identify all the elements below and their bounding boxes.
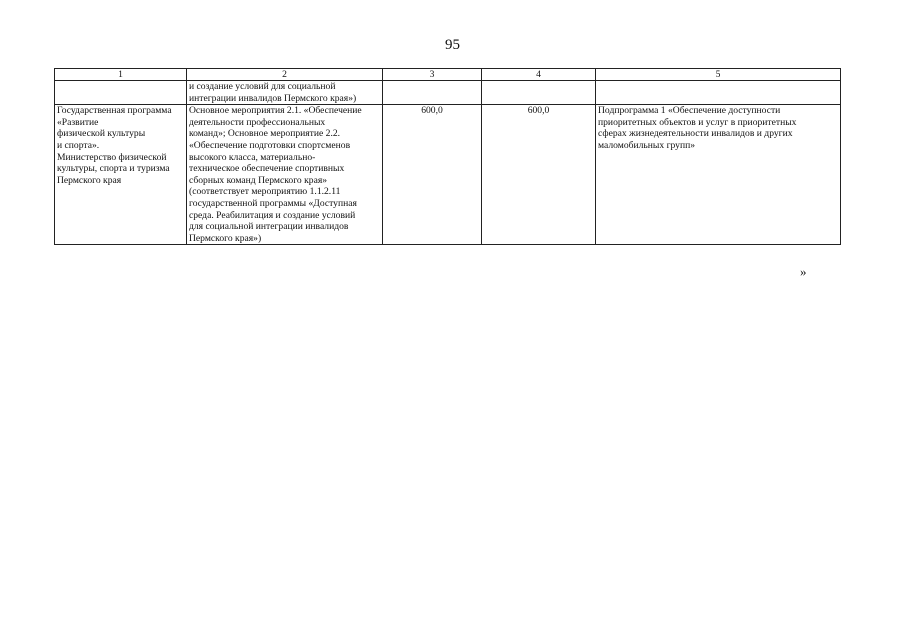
table-row [55, 81, 841, 105]
cell-amount-1: 600,0 [383, 105, 482, 245]
column-header-2: 2 [187, 69, 383, 81]
cell-subprogram [596, 81, 841, 105]
cell-amount-1 [383, 81, 482, 105]
closing-quote-mark: » [800, 264, 807, 279]
cell-amount-2 [482, 81, 596, 105]
page-number: 95 [445, 37, 460, 53]
cell-activity: и создание условий для социальной интеграции инвалидов Пермского края») [187, 81, 383, 105]
cell-program [55, 81, 187, 105]
table-header-row [55, 69, 841, 81]
cell-program: Государственная программа «Развитие физической культуры и спорта». Министерство физической культуры, спорта и туризма Пермского края [55, 105, 187, 245]
cell-amount-2: 600,0 [482, 105, 596, 245]
cell-subprogram: Подпрограмма 1 «Обеспечение доступности приоритетных объектов и услуг в приоритетных сферах жизнедеятельности инвалидов и других маломобильных групп» [596, 105, 841, 245]
table-row [55, 105, 841, 245]
column-header-1: 1 [55, 69, 187, 81]
cell-activity: Основное мероприятия 2.1. «Обеспечение деятельности профессиональных команд»; Основное мероприятие 2.2. «Обеспечение подготовки спортсменов высокого класса, материально- техническое обеспечение спортивных сборных команд Пермского края» (соответствует мероприятию 1.1.2.11 государственной программы «Доступная среда. Реабилитация и создание условий для социальной интеграции инвалидов Пермского края») [187, 105, 383, 245]
program-table [54, 68, 841, 245]
column-header-4: 4 [482, 69, 596, 81]
column-header-3: 3 [383, 69, 482, 81]
column-header-5: 5 [596, 69, 841, 81]
